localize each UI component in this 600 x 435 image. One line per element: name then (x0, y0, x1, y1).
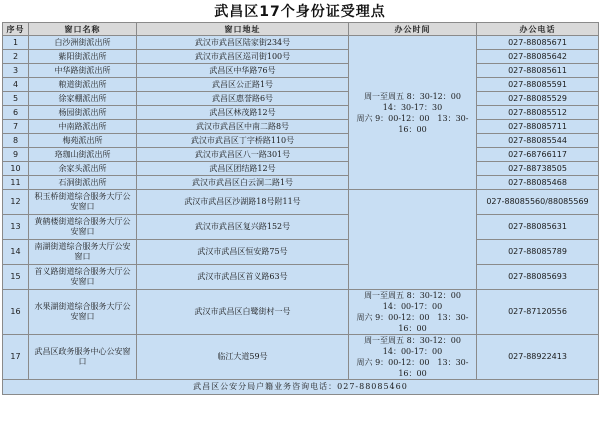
row-name: 首义路街道综合服务大厅公安窗口 (29, 265, 137, 290)
table-row (3, 240, 599, 265)
page-title: 武昌区17个身份证受理点 (214, 4, 386, 20)
row-no: 15 (3, 265, 29, 290)
table-row (3, 50, 599, 64)
row-address: 武昌区林茂路12号 (137, 106, 349, 120)
hours-afternoon: 14：30-17：30 (382, 102, 443, 112)
row-phone: 027-88085671 (477, 36, 599, 50)
header-hours: 办公时间 (349, 23, 477, 36)
footer-hotline: 武昌区公安分局户籍业务咨询电话：027-88085460 (3, 380, 599, 395)
shared-hours-cell (349, 36, 477, 190)
row-no: 4 (3, 78, 29, 92)
table-row (3, 64, 599, 78)
row-no: 3 (3, 64, 29, 78)
row-address: 武昌区团结路12号 (137, 162, 349, 176)
row-phone: 027-88922413 (477, 335, 599, 380)
row-phone: 027-88085711 (477, 120, 599, 134)
hours-afternoon: 14：00-17：00 (382, 302, 443, 311)
table-row (3, 335, 599, 380)
header-row (3, 23, 599, 36)
row-phone: 027-88085512 (477, 106, 599, 120)
table-row (3, 78, 599, 92)
hours-weekday: 周一至周五 8：30-12：00 (364, 336, 461, 345)
row-address: 武汉市武昌区首义路63号 (137, 265, 349, 290)
row-phone: 027-88085789 (477, 240, 599, 265)
row-phone: 027-88085611 (477, 64, 599, 78)
hours-saturday: 周六 9：00-12：00 13：30-16：00 (356, 113, 469, 134)
row-no: 8 (3, 134, 29, 148)
table-row (3, 176, 599, 190)
table-row (3, 215, 599, 240)
table-row (3, 134, 599, 148)
row-phone: 027-87120556 (477, 290, 599, 335)
hours-weekday: 周一至周五 8：30-12：00 (364, 291, 461, 300)
row-address: 武昌区公正路1号 (137, 78, 349, 92)
row-name: 黄鹤楼街道综合服务大厅公安窗口 (29, 215, 137, 240)
hours-afternoon: 14：00-17：00 (382, 347, 443, 356)
row-no: 7 (3, 120, 29, 134)
row-address: 武汉市武昌区陆家街234号 (137, 36, 349, 50)
row-address: 武汉市武昌区巡司街100号 (137, 50, 349, 64)
row-phone: 027-88085544 (477, 134, 599, 148)
row-phone: 027-68766117 (477, 148, 599, 162)
table-row (3, 190, 599, 215)
row-phone: 027-88085693 (477, 265, 599, 290)
row-no: 16 (3, 290, 29, 335)
row-no: 5 (3, 92, 29, 106)
row-hours (349, 290, 477, 335)
header-address: 窗口地址 (137, 23, 349, 36)
hours-saturday: 周六 9：00-12：00 13：30-16：00 (356, 358, 469, 378)
row-no: 6 (3, 106, 29, 120)
row-phone: 027-88085631 (477, 215, 599, 240)
row-name: 积玉桥街道综合服务大厅公安窗口 (29, 190, 137, 215)
row-address: 武汉市武昌区白云洞二路1号 (137, 176, 349, 190)
row-name: 石洞街派出所 (29, 176, 137, 190)
row-no: 17 (3, 335, 29, 380)
row-no: 9 (3, 148, 29, 162)
row-name: 白沙洲街派出所 (29, 36, 137, 50)
hours-empty-cell (349, 190, 477, 290)
row-name: 杨园街派出所 (29, 106, 137, 120)
row-address: 武汉市武昌区沙湖路18号附11号 (137, 190, 349, 215)
row-no: 12 (3, 190, 29, 215)
footer-row (3, 380, 599, 395)
row-address: 武汉市武昌区中南二路8号 (137, 120, 349, 134)
row-address: 武昌区惠誉路6号 (137, 92, 349, 106)
row-address: 武汉市武昌区八一路301号 (137, 148, 349, 162)
row-address: 武汉市武昌区复兴路152号 (137, 215, 349, 240)
row-name: 中华路街派出所 (29, 64, 137, 78)
row-phone: 027-88738505 (477, 162, 599, 176)
hours-weekday: 周一至周五 8：30-12：00 (364, 91, 461, 101)
row-name: 余家头派出所 (29, 162, 137, 176)
row-address: 临江大道59号 (137, 335, 349, 380)
header-no: 序号 (3, 23, 29, 36)
row-name: 粮道街派出所 (29, 78, 137, 92)
row-name: 梅苑派出所 (29, 134, 137, 148)
header-name: 窗口名称 (29, 23, 137, 36)
row-address: 武汉市武昌区白鹭街村一号 (137, 290, 349, 335)
row-phone: 027-88085529 (477, 92, 599, 106)
table-row (3, 106, 599, 120)
row-name: 紫阳街派出所 (29, 50, 137, 64)
row-phone: 027-88085591 (477, 78, 599, 92)
row-phone: 027-88085642 (477, 50, 599, 64)
row-name: 中南路派出所 (29, 120, 137, 134)
row-no: 14 (3, 240, 29, 265)
row-address: 武汉市武昌区恒安路75号 (137, 240, 349, 265)
table-row (3, 36, 599, 50)
table-row (3, 92, 599, 106)
office-table (2, 22, 599, 395)
header-phone: 办公电话 (477, 23, 599, 36)
row-no: 13 (3, 215, 29, 240)
table-row (3, 290, 599, 335)
table-row (3, 162, 599, 176)
row-no: 2 (3, 50, 29, 64)
table-row (3, 148, 599, 162)
row-address: 武昌区中华路76号 (137, 64, 349, 78)
row-hours (349, 335, 477, 380)
row-phone: 027-88085468 (477, 176, 599, 190)
row-address: 武汉市武昌区丁字桥路110号 (137, 134, 349, 148)
row-phone: 027-88085560/88085569 (477, 190, 599, 215)
row-name: 武昌区政务服务中心公安窗口 (29, 335, 137, 380)
row-no: 1 (3, 36, 29, 50)
row-no: 10 (3, 162, 29, 176)
table-row (3, 120, 599, 134)
row-name: 水果湖街道综合服务大厅公安窗口 (29, 290, 137, 335)
hours-saturday: 周六 9：00-12：00 13：30-16：00 (356, 313, 469, 333)
row-name: 珞珈山街派出所 (29, 148, 137, 162)
row-no: 11 (3, 176, 29, 190)
table-row (3, 265, 599, 290)
row-name: 南湖街道综合服务大厅公安窗口 (29, 240, 137, 265)
row-name: 徐家棚派出所 (29, 92, 137, 106)
